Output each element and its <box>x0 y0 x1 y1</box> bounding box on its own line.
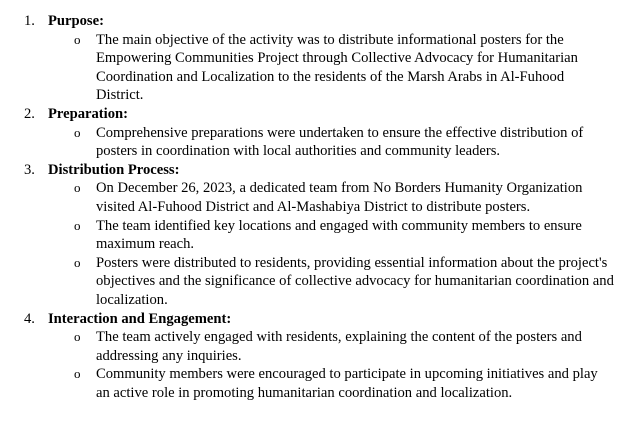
bullet-item <box>0 254 638 310</box>
bullet-text: On December 26, 2023, a dedicated team from No Borders Humanity Organization visited Al-Fuhood District and Al-Mashabiya District to distribute posters. <box>96 180 583 215</box>
section-distribution-process <box>0 161 638 310</box>
bullet-list <box>0 124 638 161</box>
bullet-text: The main objective of the activity was to distribute informational posters for the Empowering Communities Project through Collective Advocacy for Humanitarian Coordination and Localization to the residents of the Marsh Arabs in Al-Fuhood District. <box>96 31 578 104</box>
section-heading <box>0 105 638 124</box>
section-title: Purpose: <box>48 13 104 29</box>
bullet-icon: o <box>74 217 81 233</box>
bullet-text: Posters were distributed to residents, providing essential information about the project's objectives and the significance of collective advocacy for humanitarian coordination and localization. <box>96 254 614 308</box>
bullet-icon: o <box>74 366 81 382</box>
bullet-icon: o <box>74 254 81 270</box>
bullet-icon: o <box>74 31 81 47</box>
section-number: 3. <box>24 161 35 178</box>
section-number: 1. <box>24 13 35 29</box>
section-title: Preparation: <box>48 105 128 122</box>
section-preparation <box>0 105 638 161</box>
bullet-icon: o <box>74 329 81 345</box>
section-title: Distribution Process: <box>48 161 180 178</box>
bullet-item <box>0 179 638 216</box>
section-purpose <box>0 12 638 105</box>
section-interaction-engagement <box>0 310 638 403</box>
section-number: 4. <box>24 310 35 327</box>
section-heading <box>0 161 638 180</box>
bullet-text: The team actively engaged with residents, explaining the content of the posters and addressing any inquiries. <box>96 329 582 364</box>
section-number: 2. <box>24 105 35 122</box>
section-heading <box>0 12 638 31</box>
bullet-list <box>0 31 638 105</box>
bullet-icon: o <box>74 124 81 140</box>
bullet-item <box>0 365 638 402</box>
bullet-text-content: The team identified key locations and engaged with community members to ensure maximum reach. <box>96 217 582 253</box>
bullet-item <box>0 31 638 105</box>
bullet-text: Comprehensive preparations were undertaken to ensure the effective distribution of posters in coordination with local authorities and community leaders. <box>96 124 584 160</box>
bullet-item <box>0 328 638 365</box>
bullet-text: Community members were encouraged to participate in upcoming initiatives and play an active role in promoting humanitarian coordination and localization. <box>96 366 598 401</box>
bullet-list <box>0 179 638 309</box>
bullet-item <box>0 217 638 254</box>
section-heading <box>0 310 638 329</box>
section-title: Interaction and Engagement: <box>48 310 232 327</box>
bullet-list <box>0 328 638 402</box>
bullet-item <box>0 124 638 161</box>
bullet-icon: o <box>74 180 81 196</box>
bullet-text[interactable] <box>96 217 614 254</box>
